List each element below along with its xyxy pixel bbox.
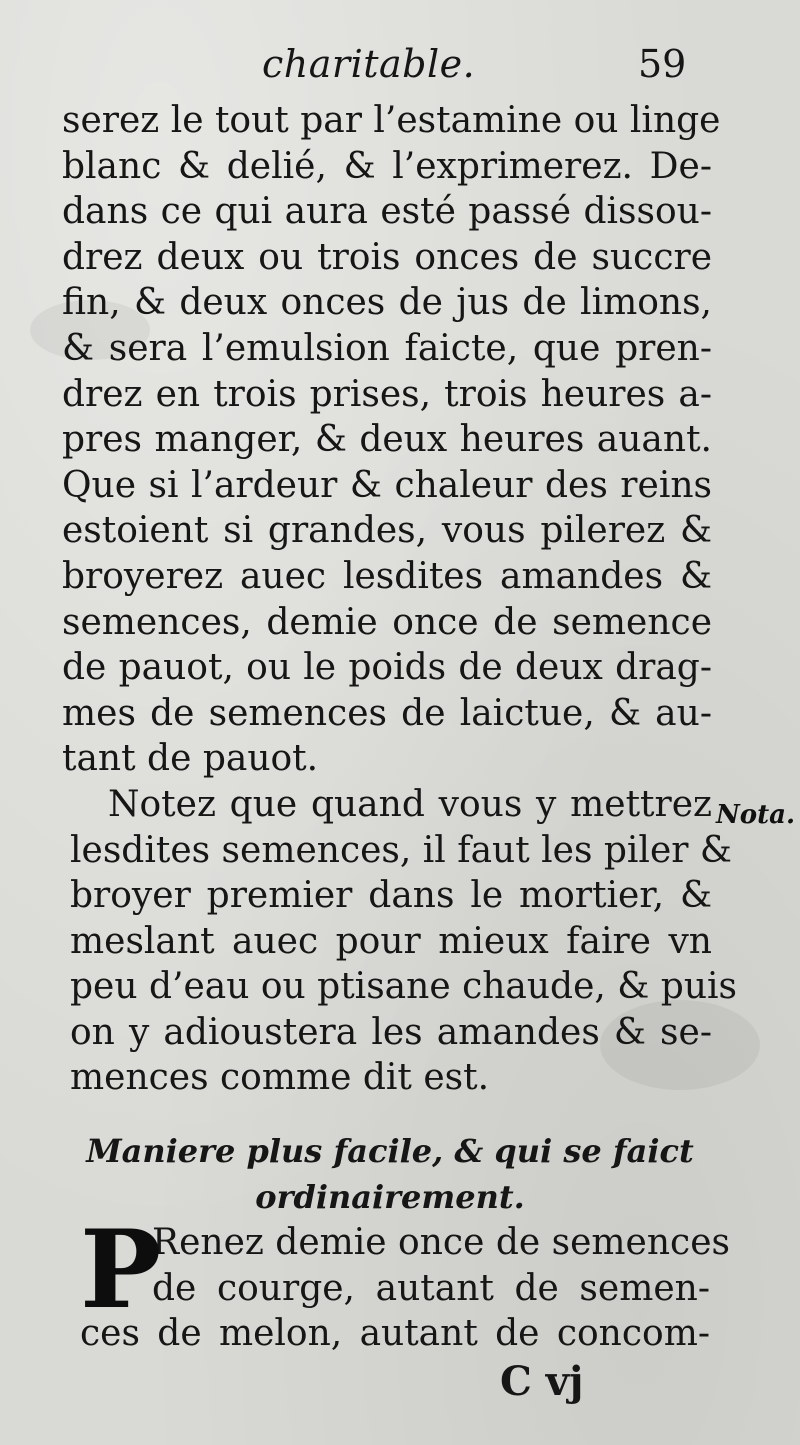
text-line: de courge, autant de semen- <box>152 1267 710 1309</box>
section-heading <box>80 1128 700 1220</box>
section-heading-line: ordinairement. <box>255 1178 525 1216</box>
text-line: tant de pauot. <box>62 738 319 780</box>
text-line: peu d’eau ou ptisane chaude, & puis <box>70 966 738 1008</box>
text-line: lesdites semences, il faut les piler & <box>70 829 732 871</box>
text-line: fin, & deux onces de jus de limons, <box>62 282 712 324</box>
text-line: de pauot, ou le poids de deux drag- <box>62 647 712 689</box>
text-line: & sera l’emulsion faicte, que pren- <box>62 327 712 369</box>
text-line: estoient si grandes, vous pilerez & <box>62 510 712 552</box>
text-line: drez en trois prises, trois heures a- <box>62 373 712 415</box>
text-line: broyer premier dans le mortier, & <box>70 875 712 917</box>
text-line: meslant auec pour mieux faire vn <box>70 920 712 962</box>
text-line: pres manger, & deux heures auant. <box>62 419 712 461</box>
paragraph-3 <box>80 1207 730 1357</box>
drop-cap: P <box>80 1207 162 1333</box>
page-number: 59 <box>638 42 687 86</box>
signature-mark: C vj <box>500 1358 584 1405</box>
text-line: blanc & delié, & l’exprimerez. De- <box>62 145 712 187</box>
margin-note: Nota. <box>716 800 796 830</box>
text-line: drez deux ou trois onces de succre <box>62 236 712 278</box>
paragraph-2 <box>62 782 738 1101</box>
paragraph-1 <box>62 98 721 782</box>
running-head <box>0 42 800 102</box>
body-text <box>62 98 738 1101</box>
text-line: semences, demie once de semence <box>62 601 712 643</box>
text-line: Notez que quand vous y mettrez <box>108 783 712 825</box>
running-title: charitable. <box>262 42 476 86</box>
text-line: dans ce qui aura esté passé dissou- <box>62 191 712 233</box>
text-line: serez le tout par l’estamine ou linge <box>62 100 721 141</box>
text-line: mes de semences de laictue, & au- <box>62 692 712 734</box>
text-line: ces de melon, autant de concom- <box>80 1313 710 1355</box>
text-line: mences comme dit est. <box>70 1057 490 1099</box>
text-line: on y adioustera les amandes & se- <box>70 1011 712 1053</box>
section-heading-line: Maniere plus facile, & qui se faict <box>86 1132 694 1170</box>
text-line: Renez demie once de semences <box>152 1222 730 1263</box>
text-line: broyerez auec lesdites amandes & <box>62 555 712 597</box>
text-line: Que si l’ardeur & chaleur des reins <box>62 464 712 506</box>
